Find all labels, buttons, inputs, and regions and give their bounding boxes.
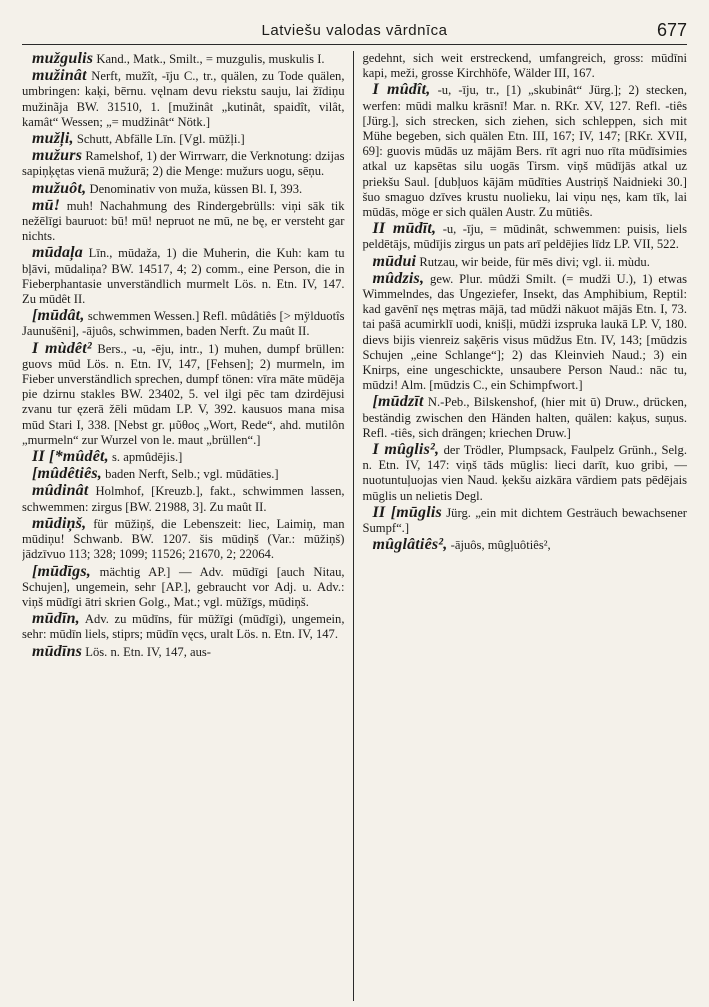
dictionary-entry [22, 644, 345, 660]
entry-headword: mūdaļa [32, 244, 83, 262]
entry-headword: I mûdît, [372, 81, 431, 99]
entry-headword: [mūdīgs, [32, 562, 91, 580]
entry-definition: baden Nerft, Selb.; vgl. mūdāties.] [105, 467, 279, 482]
entry-definition: -u, -īju, = mūdinât, schwemmen: puisis, liels peldētājs, mūdījis zirgus un pats arī peldējies līdz LP. VII, 522. [362, 222, 687, 252]
entry-definition: für mūžiņš, die Lebenszeit: liec, Laimiņ, man mūdiņu! Schwanb. BW. 1207. šis mūdiņš (Var.: mūžiņš) jādzīvuo 113; 328; 1099; 11526; 21670, 2; 22064. [22, 516, 345, 562]
right-column [354, 51, 688, 1001]
entry-definition: N.-Peb., Bilskenshof, (hier mit ū) Druw., drücken, beständig zwischen den Händen halten, quälen: kaķus, suņus. Refl. -tiês, sich drängen; kriechen Druw.] [362, 395, 687, 440]
dictionary-entry [363, 505, 688, 536]
entry-headword: [mūdât, [32, 307, 85, 325]
entry-headword: [mûdêtiês, [32, 465, 102, 483]
dictionary-entry [22, 564, 345, 611]
left-column [22, 51, 353, 1001]
entry-headword: mužurs [32, 147, 83, 165]
entry-definition: Nerft, mužît, -īju C., tr., quälen, zu Tode quälen, umbringen: kaķi, bērnu. vęlnam devu riekstu sauju, lai žīdiņu mužinãja BW. 31510, 1. [mužinât „kutinât, spaidît, vilât, kamât“ Wessen; „= mudžinât“ Nötk.] [22, 69, 345, 129]
entry-headword: mūdīns [32, 642, 83, 660]
page-header [22, 20, 687, 45]
dictionary-entry [363, 51, 688, 81]
dictionary-entry [363, 442, 688, 504]
entry-definition: Adv. zu mūdīns, für mūžīgi (mūdīgi), ungemein, sehr: mūdīn liels, stiprs; mūdīn vęcs, uralt Lös. n. Etn. IV, 147. [22, 612, 345, 642]
dictionary-entry [22, 516, 345, 563]
entry-headword: mužinât [32, 67, 87, 85]
entry-definition: Kand., Matk., Smilt., = muzgulis, muskulis I. [96, 52, 325, 66]
entry-definition: -u, -īju, tr., [1) „skubinât“ Jürg.]; 2) stecken, werfen: mūdi malku krāsnī! Mar. n. RKr. XV, 127. Refl. -tiês [Jürg.], sich strecken, sich ziehen, sich schleppen, sich mit Mühe begeben, sich quälen Etn. III, 167; IV, 147; [RKr. XVII, 69]: guovis mūdās uz mājām Bers. rīt agri nuo rīta mūdīsimies atkal uz kapsētas silu uogās Tirsm. viņš mūdījās atkal uz priekšu Saul. [dubļuos kājām mūdīties Austriņš Naidnieki 30.] šuo smaguo dzīves krustu nuolieku, lai viņu nęs, kam tīk, lai mūdās, möge er sich quälen Austr. Zu mūtiês. [362, 83, 687, 220]
dictionary-entry [22, 181, 345, 197]
dictionary-entry [22, 51, 345, 67]
entry-headword: mūdui [372, 252, 417, 270]
dictionary-entry [363, 82, 688, 220]
entry-definition: Ramelshof, 1) der Wirrwarr, die Verknotung: dzijas sapiņķętas vienā mužurā; 2) die Menge: mužurs uogu, sēņu. [22, 149, 345, 179]
dictionary-entry [363, 221, 688, 252]
dictionary-entry [22, 308, 345, 339]
dictionary-entry [22, 466, 345, 482]
dictionary-entry [363, 271, 688, 394]
entry-definition: muh! Nachahmung des Rindergebrülls: viņi sāk tik nežēlīgi bauruot: bū! mū! nepruot ne mū, ne bę, er versteht gar nichts. [22, 198, 345, 244]
dictionary-entry [22, 148, 345, 179]
entry-headword: II [*mûdêt, [32, 448, 109, 466]
page-number: 677 [656, 20, 687, 40]
dictionary-entry [363, 537, 688, 553]
entry-definition: der Trödler, Plumpsack, Faulpelz Grünh., Selg. n. Etn. IV, 147: viņš tāds mūglis: lieci darīt, kuo gribi, — nuotuntuļuojas vien Naud. ķekšu aizkāra vārdiem pats pēdējais mūglis un nelietis Degl. [362, 443, 687, 503]
entry-headword: II [mūglis [372, 503, 442, 521]
entry-definition: gedehnt, sich weit erstreckend, umfangreich, gross: mūdīni kapi, meži, grosse Kirchhöfe, Wälder III, 167. [362, 51, 687, 81]
dictionary-entry [22, 198, 345, 245]
entry-definition: Jürg. „ein mit dichtem Gesträuch bewachsener Sumpf“.] [362, 505, 687, 536]
entry-headword: mūdīn, [32, 610, 80, 628]
entry-headword: mûdinât [32, 482, 89, 500]
entry-headword: mûglâtiês², [372, 536, 448, 554]
entry-headword: I mûglis², [372, 441, 440, 459]
entry-headword: mûdzis, [372, 269, 425, 287]
entry-definition: Holmhof, [Kreuzb.], fakt., schwimmen lassen, schwemmen: zirgus [BW. 21988, 3]. Zu maût II. [22, 484, 345, 514]
entry-headword: II mūdīt, [372, 220, 437, 238]
dictionary-entry [22, 483, 345, 514]
entry-definition: schwemmen Wessen.] Refl. mûdâtiês [> mÿlduotîs Jaunušēni], -ājuôs, schwimmen, baden Nerft. Zu maût II. [22, 309, 345, 339]
dictionary-entry [363, 254, 688, 270]
entry-definition: Denominativ von muža, küssen Bl. I, 393. [89, 181, 303, 196]
entry-headword: [mūdzīt [372, 393, 424, 411]
dictionary-entry [22, 611, 345, 642]
entry-definition: Schutt, Abfälle Līn. [Vgl. mūžļi.] [76, 132, 245, 147]
running-title: Latviešu valodas vārdnīca [261, 22, 448, 39]
dictionary-entry [22, 341, 345, 448]
entry-headword: mūdiņš, [32, 514, 87, 532]
dictionary-entry [22, 245, 345, 307]
two-column-body [22, 51, 687, 1001]
dictionary-entry [22, 68, 345, 130]
entry-headword: mū! [32, 196, 61, 214]
entry-headword: I mùdêt² [32, 339, 92, 357]
entry-headword: mužļi, [32, 130, 74, 148]
entry-definition: Rutzau, wir beide, für mēs divi; vgl. ii. mùdu. [419, 254, 650, 269]
entry-headword: mužuôt, [32, 179, 87, 197]
entry-definition: gew. Plur. mûdži Smilt. (= mudži U.), 1) etwas Wimmelndes, das Ungeziefer, Insekt, das Amphibium, Reptil: kad gavēnī nęs mętras mājā, tad mūdži nākuot mājās Etn. I, 73. tai pašā acumirklī uodi, knišļi, mūdži izspruka laukā LP. V, 180. dievs bijis vienreiz saķēris visus mūdžus Etn. IV, 143; [mūdzis Schujen „eine Schlange“]; 2) das Kleinvieh Naud.; 3) ein Knirps, eine ungeschickte, unsaubere Person Naud.: nāc tu, mūdzi! Alm. [mūdzis C., ein Schimpfwort.] [362, 271, 687, 393]
dictionary-entry [22, 131, 345, 147]
entry-definition: Bers., -u, -ēju, intr., 1) muhen, dumpf brüllen: guovs mūd Lös. n. Etn. IV, 147, [Fehsen]; 2) murmeln, im Fieber unverständlich sprechen, dumpf tönen: vīra māte mūdēja pie dzirnu stakles BW. 23402, 5. vel ilgi pēc tam dzirdējusi zvanu tur ęzerā žēli mūdam LP. V, 392. kausuos mana misa mūd Stari I, 338. [Nebst gr. μῦθος „Wort, Rede“, ahd. mutilôn „murmeln“ zur Wurzel von le. maut „brüllen“.] [22, 341, 345, 447]
entry-headword: mužgulis [32, 51, 94, 67]
dictionary-entry [363, 394, 688, 441]
entry-definition: s. apmûdējis.] [112, 450, 183, 465]
entry-definition: -ājuôs, mûgļuôtiês², [450, 538, 551, 553]
entry-definition: Līn., mūdaža, 1) die Muherin, die Kuh: kam tu bļāvi, mūdaliņa? BW. 14517, 4; 2) comm., eine Person, die in Fieberphantasie unverständlich murmelt Lös. n. Etn. IV, 147. Zu mūdêt II. [22, 246, 345, 307]
entry-definition: mächtig AP.] — Adv. mūdīgi [auch Nitau, Schujen], ungemein, sehr [AP.], gebraucht vor Adj. u. Adv.: viņš mūdīgi ātri skrien Golg., Mat.; vgl. mūžīgs, mūdiņš. [22, 564, 345, 609]
entry-definition: Lös. n. Etn. IV, 147, aus- [85, 644, 211, 659]
dictionary-entry [22, 449, 345, 465]
